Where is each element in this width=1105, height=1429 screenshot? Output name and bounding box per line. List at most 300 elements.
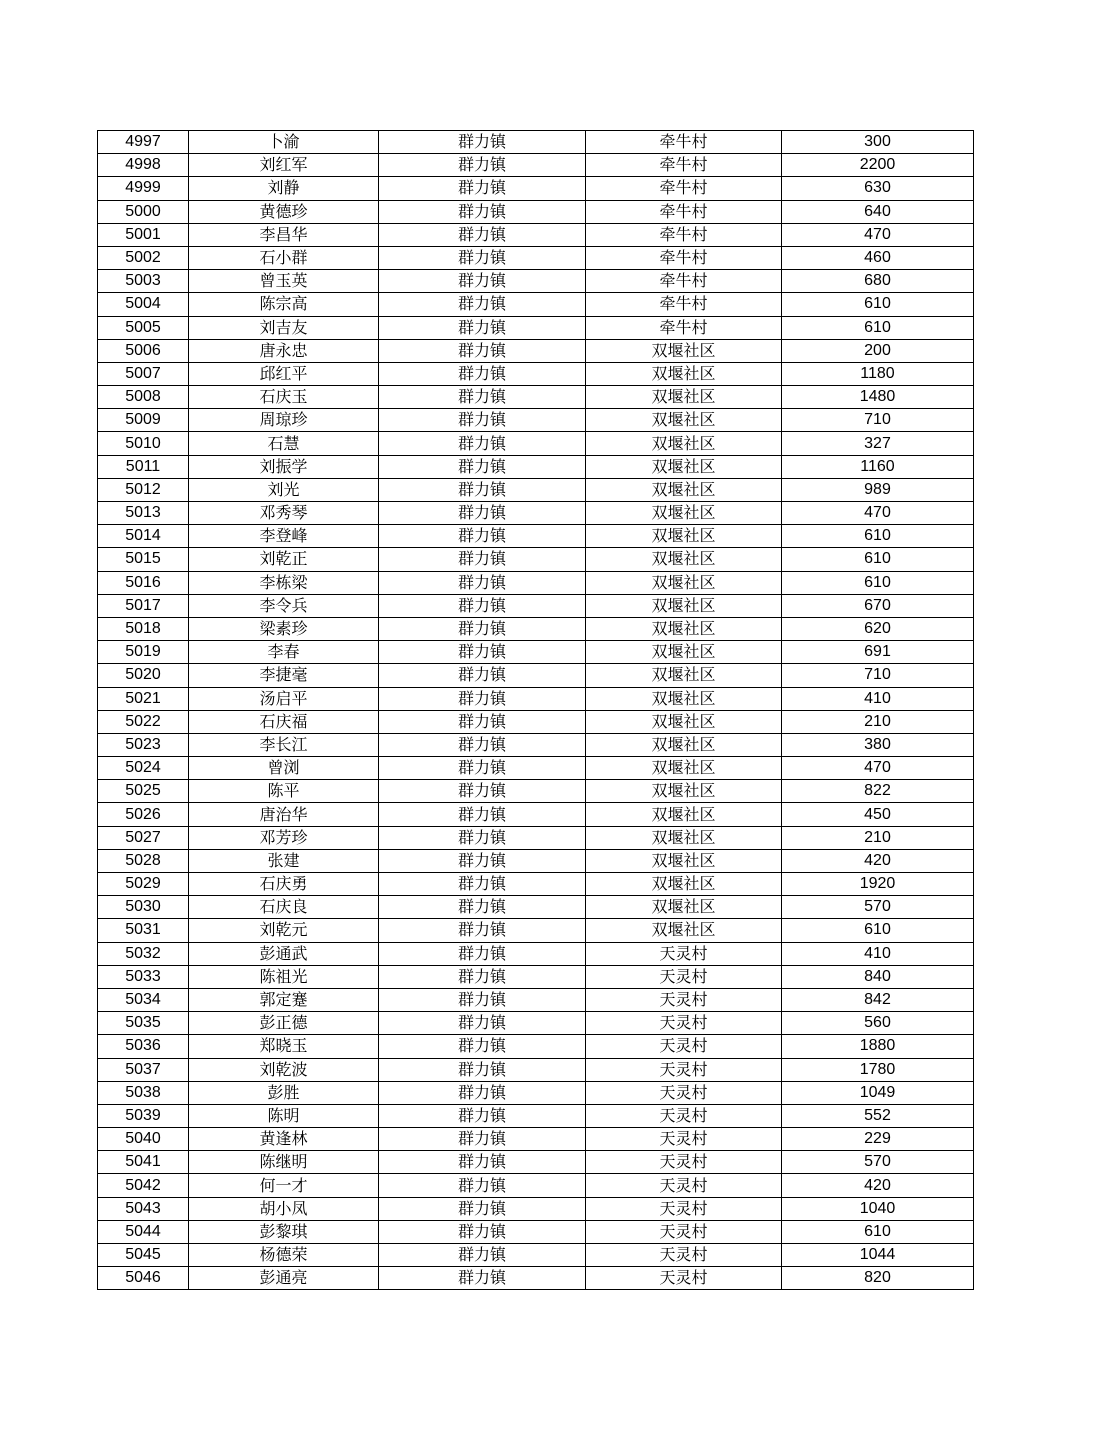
row-number-cell: 5004 [98, 293, 189, 316]
amount-cell: 680 [782, 270, 974, 293]
town-cell: 群力镇 [379, 896, 586, 919]
table-row [98, 1104, 974, 1127]
amount-cell: 710 [782, 664, 974, 687]
town-cell: 群力镇 [379, 942, 586, 965]
town-cell: 群力镇 [379, 780, 586, 803]
amount-cell: 420 [782, 849, 974, 872]
town-cell: 群力镇 [379, 965, 586, 988]
name-cell: 李栋梁 [189, 571, 379, 594]
name-cell: 石庆勇 [189, 873, 379, 896]
row-number-cell: 5011 [98, 455, 189, 478]
row-number-cell: 5016 [98, 571, 189, 594]
table-row [98, 1267, 974, 1290]
village-cell: 双堰社区 [586, 919, 782, 942]
village-cell: 牵牛村 [586, 223, 782, 246]
name-cell: 彭胜 [189, 1081, 379, 1104]
amount-cell: 210 [782, 710, 974, 733]
amount-cell: 1044 [782, 1244, 974, 1267]
town-cell: 群力镇 [379, 988, 586, 1011]
amount-cell: 630 [782, 177, 974, 200]
table-row [98, 131, 974, 154]
row-number-cell: 5041 [98, 1151, 189, 1174]
table-row [98, 525, 974, 548]
town-cell: 群力镇 [379, 293, 586, 316]
village-cell: 牵牛村 [586, 200, 782, 223]
name-cell: 李登峰 [189, 525, 379, 548]
name-cell: 李昌华 [189, 223, 379, 246]
village-cell: 双堰社区 [586, 641, 782, 664]
name-cell: 石庆福 [189, 710, 379, 733]
row-number-cell: 5040 [98, 1128, 189, 1151]
row-number-cell: 5029 [98, 873, 189, 896]
table-row [98, 780, 974, 803]
name-cell: 陈继明 [189, 1151, 379, 1174]
amount-cell: 610 [782, 919, 974, 942]
name-cell: 唐治华 [189, 803, 379, 826]
town-cell: 群力镇 [379, 1058, 586, 1081]
village-cell: 牵牛村 [586, 316, 782, 339]
table-row [98, 177, 974, 200]
row-number-cell: 5001 [98, 223, 189, 246]
name-cell: 李捷毫 [189, 664, 379, 687]
table-row [98, 316, 974, 339]
amount-cell: 327 [782, 432, 974, 455]
table-row [98, 362, 974, 385]
town-cell: 群力镇 [379, 733, 586, 756]
row-number-cell: 5033 [98, 965, 189, 988]
table-body [98, 131, 974, 1290]
amount-cell: 420 [782, 1174, 974, 1197]
amount-cell: 989 [782, 478, 974, 501]
row-number-cell: 5024 [98, 757, 189, 780]
table-row [98, 594, 974, 617]
table-row [98, 409, 974, 432]
name-cell: 张建 [189, 849, 379, 872]
table-row [98, 664, 974, 687]
village-cell: 双堰社区 [586, 339, 782, 362]
table-row [98, 1081, 974, 1104]
name-cell: 曾玉英 [189, 270, 379, 293]
town-cell: 群力镇 [379, 339, 586, 362]
town-cell: 群力镇 [379, 710, 586, 733]
row-number-cell: 5023 [98, 733, 189, 756]
amount-cell: 1180 [782, 362, 974, 385]
name-cell: 汤启平 [189, 687, 379, 710]
table-row [98, 873, 974, 896]
name-cell: 彭正德 [189, 1012, 379, 1035]
name-cell: 刘光 [189, 478, 379, 501]
amount-cell: 410 [782, 687, 974, 710]
table-row [98, 641, 974, 664]
town-cell: 群力镇 [379, 1197, 586, 1220]
town-cell: 群力镇 [379, 641, 586, 664]
row-number-cell: 5013 [98, 502, 189, 525]
row-number-cell: 5005 [98, 316, 189, 339]
village-cell: 双堰社区 [586, 803, 782, 826]
village-cell: 天灵村 [586, 1128, 782, 1151]
table-row [98, 1151, 974, 1174]
row-number-cell: 5039 [98, 1104, 189, 1127]
town-cell: 群力镇 [379, 409, 586, 432]
village-cell: 双堰社区 [586, 386, 782, 409]
village-cell: 双堰社区 [586, 873, 782, 896]
village-cell: 天灵村 [586, 1197, 782, 1220]
village-cell: 双堰社区 [586, 780, 782, 803]
amount-cell: 822 [782, 780, 974, 803]
town-cell: 群力镇 [379, 1220, 586, 1243]
amount-cell: 450 [782, 803, 974, 826]
name-cell: 刘乾元 [189, 919, 379, 942]
town-cell: 群力镇 [379, 478, 586, 501]
table-row [98, 548, 974, 571]
row-number-cell: 5034 [98, 988, 189, 1011]
village-cell: 双堰社区 [586, 432, 782, 455]
town-cell: 群力镇 [379, 757, 586, 780]
table-row [98, 919, 974, 942]
town-cell: 群力镇 [379, 455, 586, 478]
village-cell: 双堰社区 [586, 733, 782, 756]
row-number-cell: 5010 [98, 432, 189, 455]
amount-cell: 610 [782, 548, 974, 571]
amount-cell: 560 [782, 1012, 974, 1035]
row-number-cell: 5042 [98, 1174, 189, 1197]
amount-cell: 300 [782, 131, 974, 154]
amount-cell: 610 [782, 525, 974, 548]
amount-cell: 842 [782, 988, 974, 1011]
amount-cell: 1920 [782, 873, 974, 896]
amount-cell: 1049 [782, 1081, 974, 1104]
table-row [98, 1035, 974, 1058]
row-number-cell: 5032 [98, 942, 189, 965]
table-row [98, 502, 974, 525]
amount-cell: 820 [782, 1267, 974, 1290]
village-cell: 天灵村 [586, 1012, 782, 1035]
row-number-cell: 5022 [98, 710, 189, 733]
town-cell: 群力镇 [379, 1151, 586, 1174]
town-cell: 群力镇 [379, 246, 586, 269]
name-cell: 石庆良 [189, 896, 379, 919]
town-cell: 群力镇 [379, 1267, 586, 1290]
name-cell: 周琼珍 [189, 409, 379, 432]
row-number-cell: 5035 [98, 1012, 189, 1035]
town-cell: 群力镇 [379, 664, 586, 687]
village-cell: 天灵村 [586, 1174, 782, 1197]
name-cell: 陈平 [189, 780, 379, 803]
amount-cell: 1780 [782, 1058, 974, 1081]
town-cell: 群力镇 [379, 432, 586, 455]
name-cell: 陈明 [189, 1104, 379, 1127]
town-cell: 群力镇 [379, 1104, 586, 1127]
village-cell: 双堰社区 [586, 455, 782, 478]
row-number-cell: 4997 [98, 131, 189, 154]
name-cell: 刘乾正 [189, 548, 379, 571]
name-cell: 黄逢林 [189, 1128, 379, 1151]
table-row [98, 386, 974, 409]
town-cell: 群力镇 [379, 316, 586, 339]
town-cell: 群力镇 [379, 826, 586, 849]
table-row [98, 223, 974, 246]
name-cell: 石小群 [189, 246, 379, 269]
row-number-cell: 5006 [98, 339, 189, 362]
row-number-cell: 5007 [98, 362, 189, 385]
table-row [98, 617, 974, 640]
town-cell: 群力镇 [379, 1012, 586, 1035]
name-cell: 陈宗高 [189, 293, 379, 316]
town-cell: 群力镇 [379, 548, 586, 571]
town-cell: 群力镇 [379, 386, 586, 409]
name-cell: 刘静 [189, 177, 379, 200]
table-row [98, 757, 974, 780]
town-cell: 群力镇 [379, 1244, 586, 1267]
village-cell: 双堰社区 [586, 710, 782, 733]
amount-cell: 229 [782, 1128, 974, 1151]
village-cell: 双堰社区 [586, 502, 782, 525]
table-row [98, 849, 974, 872]
row-number-cell: 5037 [98, 1058, 189, 1081]
name-cell: 曾浏 [189, 757, 379, 780]
amount-cell: 691 [782, 641, 974, 664]
table-row [98, 942, 974, 965]
name-cell: 刘振学 [189, 455, 379, 478]
name-cell: 刘红军 [189, 154, 379, 177]
row-number-cell: 5038 [98, 1081, 189, 1104]
amount-cell: 1480 [782, 386, 974, 409]
town-cell: 群力镇 [379, 919, 586, 942]
name-cell: 唐永忠 [189, 339, 379, 362]
name-cell: 邱红平 [189, 362, 379, 385]
town-cell: 群力镇 [379, 362, 586, 385]
row-number-cell: 5003 [98, 270, 189, 293]
village-cell: 牵牛村 [586, 246, 782, 269]
amount-cell: 570 [782, 1151, 974, 1174]
amount-cell: 610 [782, 316, 974, 339]
table-row [98, 710, 974, 733]
name-cell: 李长江 [189, 733, 379, 756]
row-number-cell: 5015 [98, 548, 189, 571]
table-row [98, 1058, 974, 1081]
name-cell: 陈祖光 [189, 965, 379, 988]
amount-cell: 610 [782, 293, 974, 316]
village-cell: 双堰社区 [586, 478, 782, 501]
village-cell: 牵牛村 [586, 293, 782, 316]
row-number-cell: 4998 [98, 154, 189, 177]
row-number-cell: 5030 [98, 896, 189, 919]
name-cell: 石慧 [189, 432, 379, 455]
amount-cell: 552 [782, 1104, 974, 1127]
amount-cell: 470 [782, 757, 974, 780]
row-number-cell: 5028 [98, 849, 189, 872]
name-cell: 邓芳珍 [189, 826, 379, 849]
table-row [98, 1012, 974, 1035]
table-row [98, 1244, 974, 1267]
table-row [98, 293, 974, 316]
table-row [98, 1197, 974, 1220]
village-cell: 天灵村 [586, 942, 782, 965]
village-cell: 天灵村 [586, 988, 782, 1011]
amount-cell: 610 [782, 571, 974, 594]
amount-cell: 1160 [782, 455, 974, 478]
amount-cell: 1880 [782, 1035, 974, 1058]
name-cell: 彭黎琪 [189, 1220, 379, 1243]
amount-cell: 2200 [782, 154, 974, 177]
town-cell: 群力镇 [379, 571, 586, 594]
row-number-cell: 5020 [98, 664, 189, 687]
row-number-cell: 5017 [98, 594, 189, 617]
table-row [98, 733, 974, 756]
name-cell: 郭定蹇 [189, 988, 379, 1011]
row-number-cell: 5018 [98, 617, 189, 640]
table-row [98, 154, 974, 177]
amount-cell: 710 [782, 409, 974, 432]
table-row [98, 1128, 974, 1151]
data-table [97, 130, 974, 1290]
table-row [98, 478, 974, 501]
town-cell: 群力镇 [379, 223, 586, 246]
table-row [98, 803, 974, 826]
name-cell: 李令兵 [189, 594, 379, 617]
name-cell: 何一才 [189, 1174, 379, 1197]
amount-cell: 210 [782, 826, 974, 849]
table-row [98, 687, 974, 710]
amount-cell: 640 [782, 200, 974, 223]
name-cell: 彭通亮 [189, 1267, 379, 1290]
table-row [98, 432, 974, 455]
town-cell: 群力镇 [379, 1128, 586, 1151]
village-cell: 天灵村 [586, 1104, 782, 1127]
row-number-cell: 5045 [98, 1244, 189, 1267]
village-cell: 天灵村 [586, 1244, 782, 1267]
village-cell: 牵牛村 [586, 154, 782, 177]
town-cell: 群力镇 [379, 687, 586, 710]
table-row [98, 200, 974, 223]
town-cell: 群力镇 [379, 849, 586, 872]
village-cell: 双堰社区 [586, 826, 782, 849]
town-cell: 群力镇 [379, 154, 586, 177]
town-cell: 群力镇 [379, 177, 586, 200]
town-cell: 群力镇 [379, 200, 586, 223]
village-cell: 天灵村 [586, 1058, 782, 1081]
table-row [98, 896, 974, 919]
town-cell: 群力镇 [379, 270, 586, 293]
name-cell: 胡小凤 [189, 1197, 379, 1220]
row-number-cell: 5012 [98, 478, 189, 501]
name-cell: 梁素珍 [189, 617, 379, 640]
amount-cell: 460 [782, 246, 974, 269]
row-number-cell: 5031 [98, 919, 189, 942]
table-row [98, 571, 974, 594]
row-number-cell: 5019 [98, 641, 189, 664]
table-row [98, 988, 974, 1011]
table-row [98, 455, 974, 478]
amount-cell: 670 [782, 594, 974, 617]
table-row [98, 1174, 974, 1197]
town-cell: 群力镇 [379, 803, 586, 826]
row-number-cell: 5036 [98, 1035, 189, 1058]
row-number-cell: 4999 [98, 177, 189, 200]
village-cell: 牵牛村 [586, 177, 782, 200]
row-number-cell: 5021 [98, 687, 189, 710]
name-cell: 邓秀琴 [189, 502, 379, 525]
row-number-cell: 5027 [98, 826, 189, 849]
amount-cell: 380 [782, 733, 974, 756]
town-cell: 群力镇 [379, 1081, 586, 1104]
name-cell: 彭通武 [189, 942, 379, 965]
village-cell: 天灵村 [586, 1267, 782, 1290]
row-number-cell: 5002 [98, 246, 189, 269]
amount-cell: 620 [782, 617, 974, 640]
amount-cell: 470 [782, 502, 974, 525]
village-cell: 双堰社区 [586, 409, 782, 432]
village-cell: 双堰社区 [586, 362, 782, 385]
village-cell: 双堰社区 [586, 896, 782, 919]
town-cell: 群力镇 [379, 1035, 586, 1058]
name-cell: 卜渝 [189, 131, 379, 154]
town-cell: 群力镇 [379, 617, 586, 640]
table-row [98, 339, 974, 362]
village-cell: 天灵村 [586, 1151, 782, 1174]
name-cell: 刘吉友 [189, 316, 379, 339]
village-cell: 双堰社区 [586, 757, 782, 780]
town-cell: 群力镇 [379, 594, 586, 617]
row-number-cell: 5046 [98, 1267, 189, 1290]
amount-cell: 570 [782, 896, 974, 919]
village-cell: 双堰社区 [586, 617, 782, 640]
village-cell: 天灵村 [586, 1220, 782, 1243]
row-number-cell: 5043 [98, 1197, 189, 1220]
amount-cell: 840 [782, 965, 974, 988]
village-cell: 双堰社区 [586, 594, 782, 617]
row-number-cell: 5025 [98, 780, 189, 803]
row-number-cell: 5008 [98, 386, 189, 409]
table-row [98, 965, 974, 988]
row-number-cell: 5044 [98, 1220, 189, 1243]
name-cell: 刘乾波 [189, 1058, 379, 1081]
row-number-cell: 5026 [98, 803, 189, 826]
name-cell: 黄德珍 [189, 200, 379, 223]
village-cell: 天灵村 [586, 1035, 782, 1058]
name-cell: 郑晓玉 [189, 1035, 379, 1058]
row-number-cell: 5014 [98, 525, 189, 548]
town-cell: 群力镇 [379, 525, 586, 548]
amount-cell: 1040 [782, 1197, 974, 1220]
table-row [98, 826, 974, 849]
table-row [98, 246, 974, 269]
town-cell: 群力镇 [379, 1174, 586, 1197]
town-cell: 群力镇 [379, 131, 586, 154]
town-cell: 群力镇 [379, 873, 586, 896]
village-cell: 牵牛村 [586, 131, 782, 154]
name-cell: 石庆玉 [189, 386, 379, 409]
village-cell: 天灵村 [586, 1081, 782, 1104]
amount-cell: 410 [782, 942, 974, 965]
village-cell: 牵牛村 [586, 270, 782, 293]
amount-cell: 470 [782, 223, 974, 246]
row-number-cell: 5009 [98, 409, 189, 432]
village-cell: 天灵村 [586, 965, 782, 988]
name-cell: 杨德荣 [189, 1244, 379, 1267]
amount-cell: 200 [782, 339, 974, 362]
table-row [98, 270, 974, 293]
row-number-cell: 5000 [98, 200, 189, 223]
amount-cell: 610 [782, 1220, 974, 1243]
table-row [98, 1220, 974, 1243]
village-cell: 双堰社区 [586, 571, 782, 594]
town-cell: 群力镇 [379, 502, 586, 525]
village-cell: 双堰社区 [586, 525, 782, 548]
village-cell: 双堰社区 [586, 849, 782, 872]
village-cell: 双堰社区 [586, 687, 782, 710]
village-cell: 双堰社区 [586, 664, 782, 687]
